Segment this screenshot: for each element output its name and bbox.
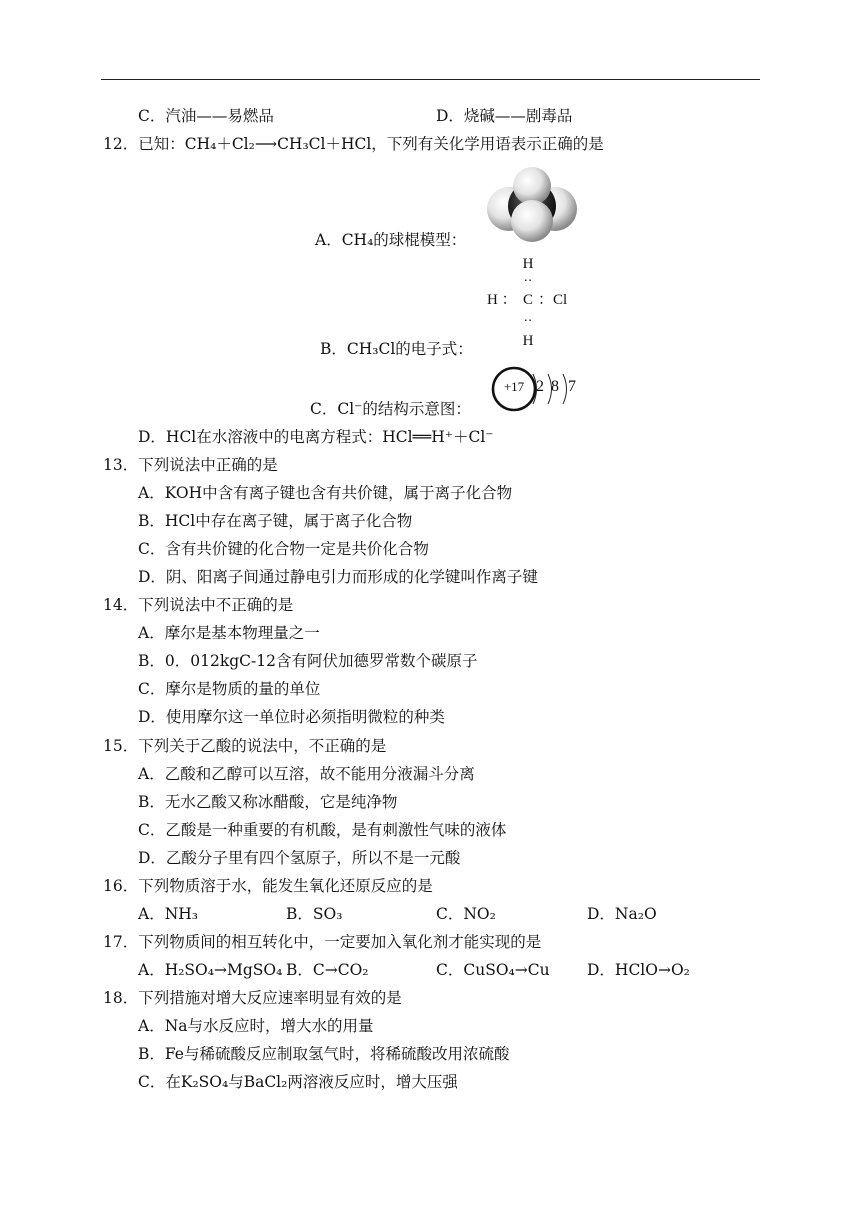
q11-option-c: C．汽油——易燃品 — [138, 107, 274, 125]
q16-option-b: B．SO₃ — [286, 905, 343, 923]
q14-option-d: D．使用摩尔这一单位时必须指明微粒的种类 — [138, 708, 445, 726]
q13-option-a: A．KOH中含有离子键也含有共价键，属于离子化合物 — [138, 484, 513, 502]
q14-option-c: C．摩尔是物质的量的单位 — [138, 680, 321, 698]
electron-pair-top: ‥ — [523, 269, 533, 284]
q18-option-b: B．Fe与稀硫酸反应制取氢气时，将稀硫酸改用浓硫酸 — [138, 1045, 510, 1063]
q16-option-a: A．NH₃ — [138, 905, 198, 923]
q18-option-c: C．在K₂SO₄与BaCl₂两溶液反应时，增大压强 — [138, 1073, 458, 1091]
q11-option-d: D．烧碱——剧毒品 — [436, 107, 573, 125]
q12-stem: 12．已知：CH₄＋Cl₂⟶CH₃Cl＋HCl，下列有关化学用语表示正确的是 — [103, 135, 604, 153]
q12-option-a: A．CH₄的球棍模型： — [315, 231, 467, 249]
electron-formula-carbon: C — [522, 292, 533, 308]
shell-electrons-1: 2 — [536, 378, 544, 395]
q16-stem: 16．下列物质溶于水，能发生氧化还原反应的是 — [103, 877, 433, 895]
q17-option-a: A．H₂SO₄→MgSO₄ — [138, 961, 283, 979]
q14-stem: 14．下列说法中不正确的是 — [103, 596, 294, 614]
q12-option-c: C．Cl⁻的结构示意图： — [310, 400, 471, 418]
q13-option-d: D．阴、阳离子间通过静电引力而形成的化学键叫作离子键 — [138, 568, 538, 586]
shell-electrons-3: 7 — [568, 378, 576, 395]
q14-option-a: A．摩尔是基本物理量之一 — [138, 624, 320, 642]
q15-option-d: D．乙酸分子里有四个氢原子，所以不是一元酸 — [138, 849, 461, 867]
q12-option-d: D．HCl在水溶液中的电离方程式：HCl══H⁺＋Cl⁻ — [138, 428, 494, 446]
electron-formula-right-cl: ：Cl — [538, 292, 568, 308]
q18-stem: 18．下列措施对增大反应速率明显有效的是 — [103, 989, 402, 1007]
q17-option-c: C．CuSO₄→Cu — [436, 961, 550, 979]
nucleus-charge: +17 — [503, 379, 525, 394]
methane-space-filling-model — [484, 164, 580, 244]
q13-option-c: C．含有共价键的化合物一定是共价化合物 — [138, 540, 429, 558]
hydrogen-atom-front — [511, 200, 553, 242]
q13-option-b: B．HCl中存在离子键，属于离子化合物 — [138, 512, 413, 530]
q16-option-d: D．Na₂O — [587, 905, 657, 923]
q17-stem: 17．下列物质间的相互转化中，一定要加入氧化剂才能实现的是 — [103, 933, 542, 951]
header-rule — [101, 79, 760, 80]
q18-option-a: A．Na与水反应时，增大水的用量 — [138, 1017, 374, 1035]
electron-formula-bottom-h: H — [522, 333, 534, 349]
q14-option-b: B．0．012kgC-12含有阿伏加德罗常数个碳原子 — [138, 652, 478, 670]
q16-option-c: C．NO₂ — [436, 905, 496, 923]
q17-option-b: B．C→CO₂ — [286, 961, 369, 979]
shell-electrons-2: 8 — [551, 378, 559, 395]
q15-option-b: B．无水乙酸又称冰醋酸，它是纯净物 — [138, 793, 398, 811]
q15-option-c: C．乙酸是一种重要的有机酸，是有刺激性气味的液体 — [138, 821, 507, 839]
electron-pair-bottom: ‥ — [523, 309, 533, 324]
hydrogen-atom-top — [513, 167, 551, 205]
q15-stem: 15．下列关于乙酸的说法中，不正确的是 — [103, 737, 387, 755]
q17-option-d: D．HClO→O₂ — [587, 961, 690, 979]
electron-formula-left-h: H ： — [487, 292, 517, 308]
shell-arc-3 — [563, 374, 567, 404]
electron-formula-top-h: H — [522, 256, 534, 272]
q13-stem: 13．下列说法中正确的是 — [103, 456, 278, 474]
q15-option-a: A．乙酸和乙醇可以互溶，故不能用分液漏斗分离 — [138, 765, 475, 783]
q12-option-b: B．CH₃Cl的电子式： — [320, 340, 473, 358]
